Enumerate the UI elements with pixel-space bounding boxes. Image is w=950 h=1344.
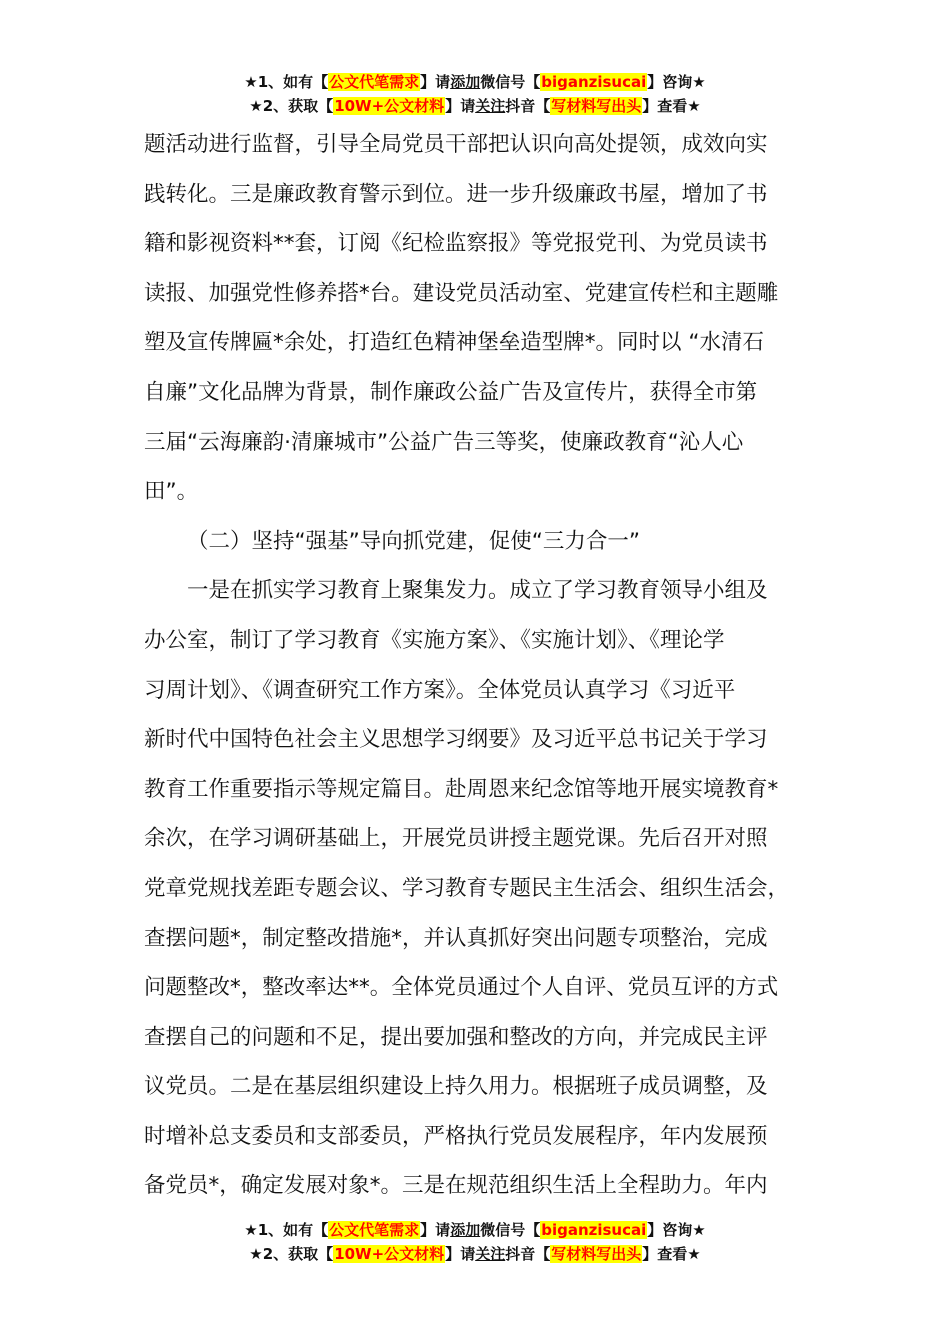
banner-emphasis: 关注 [475, 97, 506, 115]
body-line: 籍和影视资料**套，订阅《纪检监察报》等党报党刊、为党员读书 [144, 231, 768, 257]
highlight-wechat-id: biganzisucai [541, 1221, 647, 1239]
banner-text: 】请 [445, 97, 476, 115]
highlight-service: 公文代笔需求 [329, 1221, 420, 1239]
highlight-materials: 10W+公文材料 [334, 1245, 445, 1263]
highlight-service: 公文代笔需求 [329, 73, 420, 91]
body-line: 读报、加强党性修养搭*台。建设党员活动室、党建宣传栏和主题雕 [144, 280, 779, 306]
footer-banner-line-1 [0, 1218, 950, 1242]
banner-emphasis: 添加 [450, 1221, 481, 1239]
highlight-douyin: 写材料写出头 [551, 97, 642, 115]
body-line: 查摆自己的问题和不足，提出要加强和整改的方向，并完成民主评 [144, 1024, 768, 1050]
banner-text: 】查看★ [642, 97, 701, 115]
banner-text: 】查看★ [642, 1245, 701, 1263]
highlight-materials: 10W+公文材料 [334, 97, 445, 115]
body-line: 践转化。三是廉政教育警示到位。进一步升级廉政书屋，增加了书 [144, 181, 768, 207]
banner-text: 微信号【 [480, 73, 541, 91]
banner-text: 】咨询★ [647, 73, 706, 91]
document-body [144, 120, 834, 1211]
footer-banner-line-2 [0, 1242, 950, 1266]
body-line: 办公室，制订了学习教育《实施方案》、《实施计划》、《理论学 [144, 627, 725, 653]
body-line: 新时代中国特色社会主义思想学习纲要》及习近平总书记关于学习 [144, 727, 768, 753]
body-line: 议党员。二是在基层组织建设上持久用力。根据班子成员调整，及 [144, 1074, 768, 1100]
body-line: 三届“云海廉韵·清廉城市”公益广告三等奖，使廉政教育“沁人心 [144, 429, 744, 455]
banner-text: ★2、获取【 [249, 97, 334, 115]
body-line: 党章党规找差距专题会议、学习教育专题民主生活会、组织生活会， [144, 875, 790, 901]
banner-text: 抖音【 [505, 1245, 551, 1263]
banner-emphasis: 关注 [475, 1245, 506, 1263]
header-banner-line-2 [0, 94, 950, 118]
body-line: 余次，在学习调研基础上，开展党员讲授主题党课。先后召开对照 [144, 826, 768, 852]
highlight-wechat-id: biganzisucai [541, 73, 647, 91]
banner-text: ★1、如有【 [244, 1221, 329, 1239]
body-line: 教育工作重要指示等规定篇目。赴周恩来纪念馆等地开展实境教育* [144, 776, 779, 802]
banner-text: 微信号【 [480, 1221, 541, 1239]
body-line: 备党员*，确定发展对象*。三是在规范组织生活上全程助力。年内 [144, 1173, 768, 1199]
body-line: 一是在抓实学习教育上聚集发力。成立了学习教育领导小组及 [187, 578, 768, 604]
body-line: 自廉”文化品牌为背景，制作廉政公益广告及宣传片，获得全市第 [144, 379, 758, 405]
banner-text: ★1、如有【 [244, 73, 329, 91]
body-line: 塑及宣传牌匾*余处，打造红色精神堡垒造型牌*。同时以 “水清石 [144, 330, 764, 356]
banner-text: 抖音【 [505, 97, 551, 115]
header-banner-line-1 [0, 70, 950, 94]
banner-text: 】请 [420, 73, 451, 91]
body-line: 问题整改*，整改率达**。全体党员通过个人自评、党员互评的方式 [144, 975, 779, 1001]
body-line: 查摆问题*，制定整改措施*，并认真抓好突出问题专项整治，完成 [144, 925, 768, 951]
body-line: 田”。 [144, 479, 199, 505]
highlight-douyin: 写材料写出头 [551, 1245, 642, 1263]
banner-text: 】请 [445, 1245, 476, 1263]
body-line: 时增补总支委员和支部委员，严格执行党员发展程序，年内发展预 [144, 1123, 768, 1149]
banner-emphasis: 添加 [450, 73, 481, 91]
body-line: 题活动进行监督，引导全局党员干部把认识向高处提领，成效向实 [144, 132, 768, 157]
banner-text: 】请 [420, 1221, 451, 1239]
banner-text: ★2、获取【 [249, 1245, 334, 1263]
section-heading: （二）坚持“强基”导向抓党建，促使“三力合一” [187, 528, 641, 554]
body-line: 习周计划》、《调查研究工作方案》。全体党员认真学习《习近平 [144, 677, 736, 703]
banner-text: 】咨询★ [647, 1221, 706, 1239]
